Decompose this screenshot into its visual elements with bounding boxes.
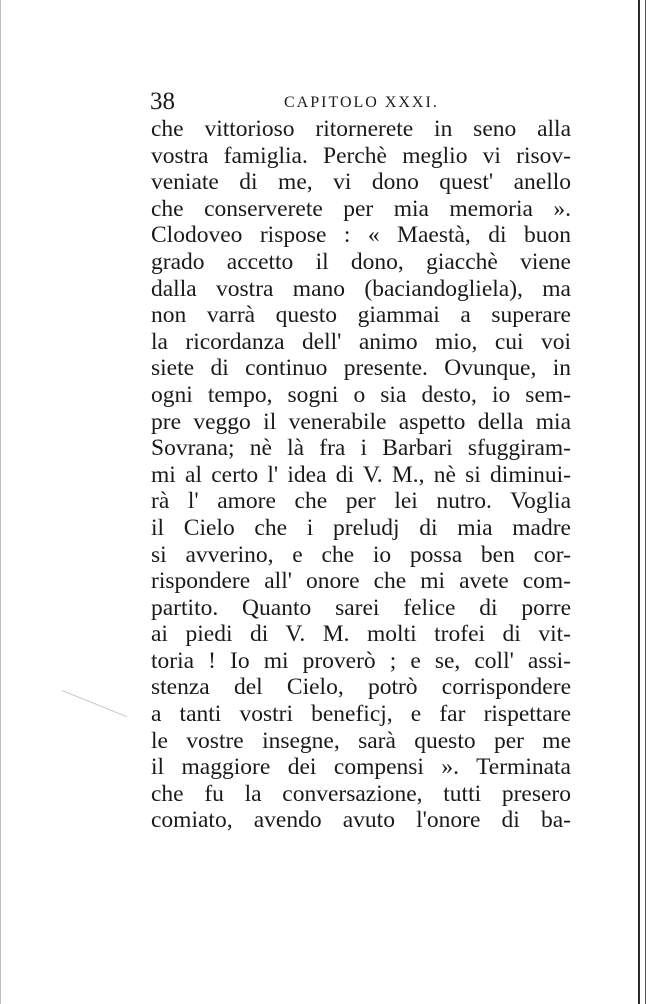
body-text xyxy=(151,116,571,834)
text-line: la ricordanza dell' animo mio, cui voi xyxy=(151,328,571,355)
left-page-edge xyxy=(0,0,1,1004)
text-line: che fu la conversazione, tutti presero xyxy=(151,780,571,807)
text-line: dalla vostra mano (baciandogliela), ma xyxy=(151,275,571,302)
text-line: il Cielo che i preludj di mia madre xyxy=(151,514,571,541)
text-line: toria ! Io mi proverò ; e se, coll' assi- xyxy=(151,647,571,674)
text-line: a tanti vostri beneficj, e far rispettare xyxy=(151,701,571,728)
text-line: che conserverete per mia memoria ». xyxy=(151,195,571,222)
text-line: partito. Quanto sarei felice di porre xyxy=(151,594,571,621)
text-line: rispondere all' onore che mi avete com- xyxy=(151,568,571,595)
text-line: il maggiore dei compensi ». Terminata xyxy=(151,754,571,781)
text-line: ogni tempo, sogni o sia desto, io sem- xyxy=(151,381,571,408)
text-line: rà l' amore che per lei nutro. Voglia xyxy=(151,488,571,515)
text-line: ai piedi di V. M. molti trofei di vit- xyxy=(151,621,571,648)
text-line: si avverino, e che io possa ben cor- xyxy=(151,541,571,568)
running-head xyxy=(150,88,570,116)
right-page-edge-inner xyxy=(645,0,646,1004)
text-line: non varrà questo giammai a superare xyxy=(151,302,571,329)
text-line: Sovrana; nè là fra i Barbari sfuggiram- xyxy=(151,435,571,462)
page-number: 38 xyxy=(150,88,175,115)
text-line: pre veggo il venerabile aspetto della mia xyxy=(151,408,571,435)
right-page-edge xyxy=(638,0,640,1004)
text-line: mi al certo l' idea di V. M., nè si diminui- xyxy=(151,461,571,488)
text-line: stenza del Cielo, potrò corrispondere xyxy=(151,674,571,701)
chapter-title: CAPITOLO XXXI. xyxy=(284,94,439,111)
text-line: grado accetto il dono, giacchè viene xyxy=(151,248,571,275)
text-line: le vostre insegne, sarà questo per me xyxy=(151,727,571,754)
text-line: veniate di me, vi dono quest' anello xyxy=(151,169,571,196)
text-line: comiato, avendo avuto l'onore di ba- xyxy=(151,807,571,834)
text-line: che vittorioso ritornerete in seno alla xyxy=(151,116,571,142)
paper-scratch-mark xyxy=(62,690,127,717)
text-line: vostra famiglia. Perchè meglio vi risov- xyxy=(151,142,571,169)
text-line: Clodoveo rispose : « Maestà, di buon xyxy=(151,222,571,249)
text-line: siete di continuo presente. Ovunque, in xyxy=(151,355,571,382)
